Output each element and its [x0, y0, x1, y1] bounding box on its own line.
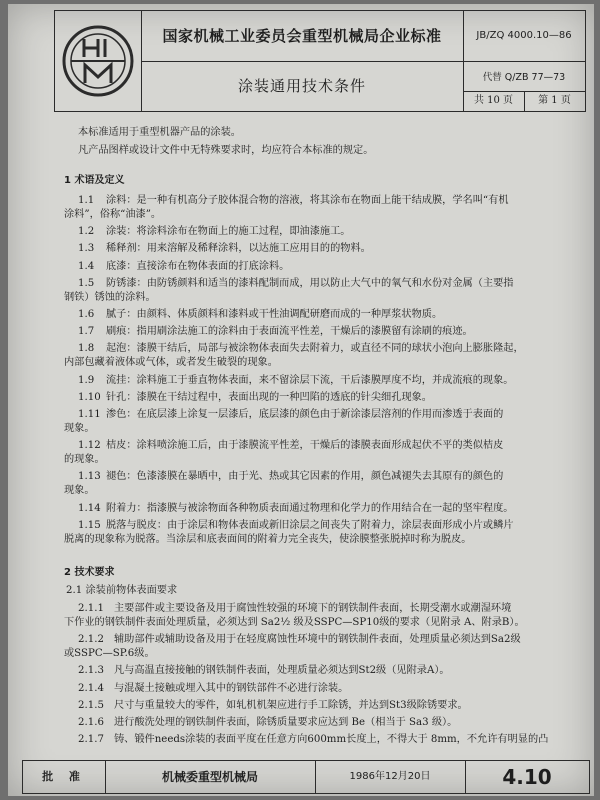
clause-continuation: 现象。 [64, 423, 95, 434]
clause-number: 2.1.4 [78, 682, 104, 694]
clause-text: 铸、锻件needs涂装的表面平度在任意方向600mm长度上，不得大于 8mm，不允许有明显的凸 [114, 734, 549, 746]
clause-text: 流挂：涂料施工于垂直物体表面，来不留涂层下流，干后漆膜厚度不均，并成流痕的现象。 [106, 374, 514, 386]
clause-line [78, 733, 548, 747]
clause-number: 1.11 [78, 409, 101, 420]
clause-line [78, 502, 514, 516]
clause-continuation: 现象。 [64, 485, 95, 497]
clause-line [78, 664, 450, 678]
clause-text: 主要部件或主要设备及用于腐蚀性较强的环境下的钢铁制件表面，长期受潮水或潮湿环境 [114, 603, 512, 614]
clause-line [78, 260, 289, 274]
intro-line: 凡产品图样或设计文件中无特殊要求时，均应符合本标准的规定。 [78, 145, 374, 156]
header-table [54, 10, 586, 112]
subsection-heading: 2.1 涂装前物体表面要求 [66, 585, 178, 596]
clause-number: 1.7 [78, 326, 95, 338]
clause-line [78, 225, 351, 239]
organization-logo-icon [55, 11, 141, 111]
clause-line [78, 308, 442, 322]
clause-text: 腻子：由颜料、体质颜料和漆料或干性油调配研磨而成的一种厚浆状物质。 [106, 309, 443, 320]
intro-line: 本标准适用于重型机器产品的涂装。 [78, 127, 241, 138]
clause-line [78, 519, 514, 533]
clause-number: 1.8 [78, 343, 95, 355]
clause-text: 渗色：在底层漆上涂复一层漆后，底层漆的颜色由于新涂漆层溶剂的作用而渗透于表面的 [106, 409, 504, 420]
clause-number: 2.1.6 [78, 717, 104, 728]
clause-number: 2.1.7 [78, 734, 104, 746]
issue-date: 1986年12月20日 [315, 761, 466, 793]
clause-text: 辅助部件或辅助设备及用于在轻度腐蚀性环境中的钢铁制件表面，处理质量必须达到Sa2级 [114, 634, 521, 646]
clause-continuation: 钢铁）锈蚀的涂料。 [64, 291, 156, 303]
clause-line [78, 391, 432, 405]
clause-text: 针孔：漆膜在干结过程中，表面出现的一种凹陷的透底的针尖细孔现象。 [106, 391, 432, 403]
clause-number: 1.6 [78, 309, 95, 320]
organization-name: 国家机械工业委员会重型机械局企业标准 [162, 27, 442, 45]
clause-line [78, 277, 514, 291]
clause-text: 进行酸洗处理的钢铁制件表面，除锈质量要求应达到 Be（相当于 Sa3 级）。 [114, 717, 458, 728]
clause-line [78, 325, 473, 339]
clause-line [78, 699, 468, 713]
clause-number: 1.5 [78, 277, 95, 289]
clause-number: 1.12 [78, 440, 101, 452]
clause-continuation: 脱离的现象称为脱落。当涂层和底表面间的附着力完全丧失，使涂膜整张脱掉时称为脱皮。 [64, 533, 472, 545]
clause-number: 2.1.3 [78, 665, 104, 677]
clause-line [78, 716, 457, 730]
clause-continuation: 下作业的钢铁制件表面处理质量，必须达到 Sa2½ 级及SSPC—SP10级的要求（见附录 A、附录B）。 [64, 617, 525, 628]
clause-text: 褪色：色漆漆膜在暴晒中，由于光、热或其它因素的作用，颜色减褪失去其原有的颜色的 [106, 471, 504, 483]
clause-number: 1.10 [78, 391, 101, 403]
document-page [8, 4, 594, 796]
clause-line [78, 242, 371, 256]
clause-text: 起泡：漆膜干结后，局部与被涂物体表面失去附着力，或直径不同的球状小泡向上膨胀隆起， [106, 343, 524, 355]
clause-line [78, 439, 503, 453]
clause-number: 1.1 [78, 195, 95, 206]
clause-text: 桔皮：涂料喷涂施工后，由于漆膜流平性差，干燥后的漆膜表面形成起伏不平的类似桔皮 [106, 440, 504, 452]
clause-number: 1.9 [78, 374, 95, 386]
document-title: 涂装通用技术条件 [237, 77, 366, 95]
standard-number: JB/ZQ 4000.10—86 [476, 30, 572, 41]
clause-line [78, 408, 503, 422]
clause-text: 刷痕：指用刷涂法施工的涂料由于表面流平性差，干燥后的漆膜留有涂刷的痕迹。 [106, 326, 473, 338]
clause-text: 与混凝土接触或埋入其中的钢铁部件不必进行涂装。 [114, 682, 349, 694]
section-heading: 1 术语及定义 [64, 175, 125, 186]
clause-line [78, 342, 524, 356]
clause-line [78, 633, 521, 647]
section-heading: 2 技术要求 [64, 567, 115, 578]
clause-number: 1.2 [78, 226, 95, 238]
clause-text: 底漆：直接涂布在物体表面的打底涂料。 [106, 260, 290, 272]
clause-text: 脱落与脱皮：由于涂层和物体表面或新旧涂层之间丧失了附着力，涂层表面形成小片或鳞片 [106, 519, 514, 531]
issuer: 机械委重型机械局 [105, 761, 316, 793]
approve-label: 批 准 [23, 761, 106, 793]
clause-continuation: 或SSPC—SP.6级。 [64, 648, 155, 660]
clause-line [78, 374, 514, 388]
clause-number: 2.1.5 [78, 699, 104, 711]
clause-text: 凡与高温直接接触的钢铁制件表面，处理质量必须达到St2级（见附录A）。 [114, 665, 450, 677]
clause-text: 稀释剂：用来溶解及稀释涂料，以达施工应用目的的物料。 [106, 243, 371, 255]
total-pages: 共 10 页 [473, 95, 514, 106]
clause-number: 1.14 [78, 502, 101, 514]
clause-continuation: 涂料”，俗称“油漆”。 [64, 209, 162, 220]
clause-continuation: 内部包藏着液体或气体，或者发生破裂的现象。 [64, 357, 278, 369]
clause-continuation: 的现象。 [64, 454, 105, 466]
clause-line [78, 682, 348, 696]
clause-text: 附着力：指漆膜与被涂物面各种物质表面通过物理和化学力的作用结合在一起的坚牢程度。 [106, 502, 514, 514]
logo-cell [55, 11, 142, 111]
clause-text: 涂装：将涂料涂布在物面上的施工过程，即油漆施工。 [106, 226, 351, 238]
clause-text: 涂料：是一种有机高分子胶体混合物的溶液，将其涂布在物面上能干结成膜，学名叫“有机 [106, 195, 509, 206]
clause-number: 2.1.2 [78, 634, 104, 646]
clause-number: 1.15 [78, 519, 101, 531]
clause-number: 2.1.1 [78, 603, 104, 614]
clause-number: 1.4 [78, 260, 95, 272]
replaces-standard: 代替 Q/ZB 77—73 [482, 72, 566, 83]
footer-table [22, 760, 590, 794]
clause-number: 1.3 [78, 243, 95, 255]
clause-line [78, 470, 503, 484]
stamp-number: 4.10 [502, 765, 552, 789]
page-number: 第 1 页 [538, 95, 571, 106]
clause-line [78, 194, 509, 208]
clause-text: 防锈漆：由防锈颜料和适当的漆料配制而成，用以防止大气中的氧气和水份对金属（主要指 [106, 277, 514, 289]
clause-text: 尺寸与重量较大的零件，如轧机机架应进行手工除锈，并达到St3级除锈要求。 [114, 699, 468, 711]
clause-number: 1.13 [78, 471, 101, 483]
clause-line [78, 602, 511, 616]
